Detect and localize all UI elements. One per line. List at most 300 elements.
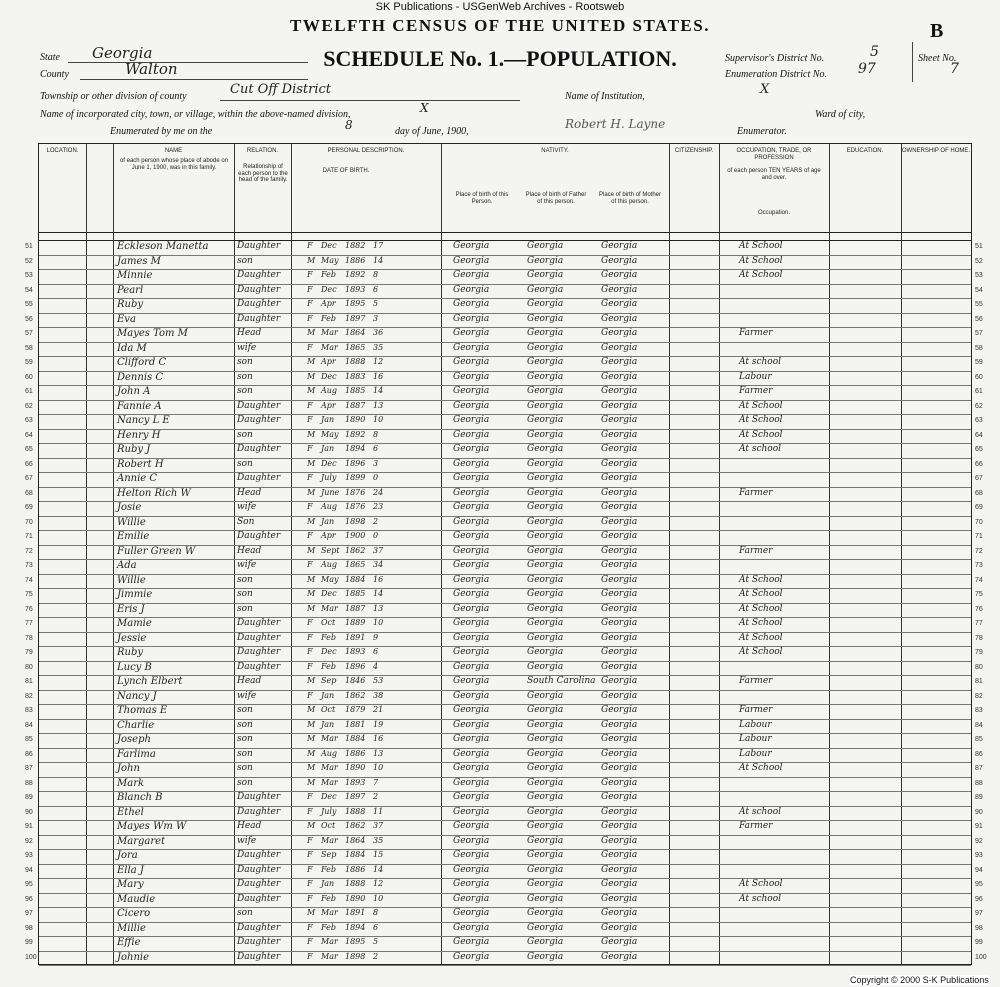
cell-birth: Georgia	[453, 560, 490, 570]
cell-year: 1896	[345, 661, 366, 671]
row-number: 76	[25, 605, 33, 613]
cell-mother: Georgia	[601, 661, 638, 672]
cell-year: 1864	[345, 328, 366, 337]
incorporated-value: X	[420, 101, 429, 115]
cell-father: Georgia	[527, 574, 564, 585]
row-rule	[39, 298, 971, 299]
row-number: 95	[25, 881, 33, 888]
row-rule	[39, 530, 971, 531]
cell-age: 16	[373, 574, 384, 584]
cell-father: Georgia	[527, 603, 564, 614]
cell-occ: At School	[739, 241, 783, 251]
cell-rel: wife	[237, 835, 257, 846]
row-rule	[39, 414, 971, 415]
row-number-right: 81	[975, 678, 983, 685]
cell-rel: wife	[237, 690, 257, 701]
county-value: Walton	[125, 60, 178, 78]
row-rule	[39, 762, 971, 763]
row-number: 69	[25, 504, 33, 511]
cell-age: 14	[373, 386, 384, 395]
state-value: Georgia	[92, 44, 153, 62]
cell-month: Dec	[321, 647, 337, 656]
cell-age: 10	[373, 893, 384, 903]
cell-father: Georgia	[527, 850, 564, 860]
row-number: 72	[25, 547, 33, 555]
cell-rel: Head	[237, 328, 262, 338]
row-number-right: 74	[975, 576, 983, 584]
cell-year: 1893	[345, 777, 366, 787]
cell-age: 4	[373, 661, 379, 671]
cell-month: Mar	[321, 328, 338, 337]
cell-name: Helton Rich W	[117, 487, 191, 499]
row-number-right: 84	[975, 721, 983, 729]
cell-rel: Son	[237, 516, 255, 527]
row-number-right: 70	[975, 518, 983, 526]
cell-sex: F	[307, 284, 313, 294]
cell-father: Georgia	[527, 241, 564, 251]
cell-name: Joseph	[117, 734, 151, 745]
cell-sex: M	[307, 908, 316, 917]
cell-birth: Georgia	[453, 444, 490, 454]
institution-value: X	[760, 82, 770, 97]
row-number-right: 62	[975, 402, 983, 410]
cell-father: Georgia	[527, 502, 564, 512]
cell-age: 35	[373, 835, 384, 845]
cell-sex: F	[307, 647, 313, 656]
schedule-title: SCHEDULE No. 1.—POPULATION.	[323, 46, 677, 71]
cell-mother: Georgia	[601, 821, 638, 831]
row-rule	[39, 748, 971, 749]
row-number-right: 83	[975, 707, 983, 714]
cell-year: 1892	[345, 429, 366, 439]
col-occupation-sub: Occupation.	[757, 210, 791, 216]
cell-mother: Georgia	[601, 922, 638, 933]
cell-occ: Labour	[739, 371, 772, 382]
cell-birth: Georgia	[453, 502, 490, 512]
row-rule	[39, 965, 971, 966]
row-rule	[39, 849, 971, 850]
cell-mother: Georgia	[601, 719, 638, 730]
cell-birth: Georgia	[453, 458, 490, 469]
cell-sex: M	[307, 821, 316, 830]
cell-month: May	[321, 429, 339, 439]
row-number-right: 75	[975, 591, 983, 598]
row-rule	[39, 559, 971, 560]
cell-rel: Daughter	[237, 951, 281, 962]
cell-age: 16	[373, 371, 384, 381]
cell-rel: son	[237, 908, 253, 918]
enumerator-label: Enumerator.	[737, 126, 787, 137]
cell-age: 16	[373, 734, 384, 743]
cell-birth: Georgia	[453, 473, 490, 483]
cell-month: June	[321, 487, 340, 497]
row-rule	[39, 907, 971, 908]
col-occupation: OCCUPATION, TRADE, OR PROFESSION	[736, 148, 812, 161]
cell-father: Georgia	[527, 879, 564, 889]
cell-name: Fannie A	[117, 400, 162, 412]
row-rule	[39, 690, 971, 691]
row-rule	[39, 443, 971, 444]
cell-month: Feb	[321, 661, 336, 671]
cell-rel: wife	[237, 502, 257, 512]
cell-rel: Daughter	[237, 806, 281, 817]
row-number: 67	[25, 475, 33, 482]
cell-month: Dec	[321, 458, 337, 468]
cell-month: Mar	[321, 342, 338, 352]
row-number-right: 53	[975, 272, 983, 279]
row-number: 55	[25, 301, 33, 308]
cell-name: Fuller Green W	[117, 545, 196, 557]
cell-year: 1881	[345, 719, 366, 729]
cell-mother: Georgia	[601, 255, 638, 266]
cell-mother: Georgia	[601, 864, 638, 875]
census-title: TWELFTH CENSUS OF THE UNITED STATES.	[290, 16, 710, 35]
row-rule	[39, 269, 971, 270]
cell-father: Georgia	[527, 734, 564, 744]
row-number: 97	[25, 910, 33, 917]
cell-month: Jan	[321, 719, 335, 729]
cell-birth: Georgia	[453, 647, 490, 657]
cell-father: Georgia	[527, 821, 564, 831]
row-number-right: 66	[975, 460, 983, 468]
enumerated-day: 8	[345, 118, 353, 132]
cell-age: 2	[373, 951, 379, 961]
cell-mother: Georgia	[601, 502, 638, 512]
cell-father: Georgia	[527, 661, 564, 672]
cell-sex: M	[307, 328, 316, 337]
cell-rel: Daughter	[237, 531, 281, 541]
col-divider	[719, 144, 720, 964]
cell-name: Ruby	[117, 299, 144, 310]
cell-father: Georgia	[527, 719, 564, 730]
row-rule	[39, 791, 971, 792]
row-rule	[39, 936, 971, 937]
cell-year: 1876	[345, 487, 366, 497]
cell-father: Georgia	[527, 908, 564, 918]
row-rule	[39, 400, 971, 401]
cell-name: Clifford C	[117, 357, 167, 368]
row-number-right: 87	[975, 765, 983, 772]
cell-rel: Daughter	[237, 270, 281, 280]
row-rule	[39, 574, 971, 575]
sheet-letter: B	[930, 20, 944, 42]
cell-father: Georgia	[527, 473, 564, 483]
cell-age: 3	[373, 313, 379, 323]
cell-birth: Georgia	[453, 632, 490, 643]
cell-month: Feb	[321, 893, 336, 903]
cell-birth: Georgia	[453, 719, 490, 730]
cell-father: Georgia	[527, 705, 564, 715]
cell-age: 17	[373, 241, 384, 250]
cell-mother: Georgia	[601, 705, 638, 715]
cell-rel: son	[237, 255, 253, 266]
row-number: 91	[25, 823, 33, 830]
row-rule	[39, 893, 971, 894]
cell-birth: Georgia	[453, 748, 490, 759]
cell-father: Georgia	[527, 458, 564, 469]
cell-occ: Farmer	[739, 705, 773, 715]
cell-occ: At School	[739, 415, 783, 425]
cell-occ: At School	[739, 603, 783, 614]
row-number-right: 54	[975, 286, 983, 294]
cell-mother: Georgia	[601, 850, 638, 860]
cell-birth: Georgia	[453, 429, 490, 440]
cell-father: Georgia	[527, 937, 564, 947]
cell-age: 5	[373, 299, 379, 308]
row-number: 98	[25, 924, 33, 932]
cell-age: 19	[373, 719, 384, 729]
cell-age: 9	[373, 632, 379, 642]
cell-father: Georgia	[527, 632, 564, 643]
cell-birth: Georgia	[453, 328, 490, 338]
cell-mother: Georgia	[601, 241, 638, 251]
cell-rel: Daughter	[237, 893, 281, 904]
col-relation: RELATION.	[246, 148, 279, 154]
cell-year: 1886	[345, 864, 366, 874]
cell-sex: M	[307, 574, 316, 584]
cell-name: John A	[117, 386, 151, 397]
cell-year: 1883	[345, 371, 366, 381]
county-underline	[80, 79, 308, 80]
cell-father: South Carolina	[527, 676, 596, 686]
supervisor-value: 5	[870, 44, 879, 60]
row-number: 86	[25, 750, 33, 758]
cell-sex: F	[307, 299, 313, 308]
cell-father: Georgia	[527, 386, 564, 396]
cell-month: Dec	[321, 589, 337, 598]
cell-month: Sep	[321, 850, 337, 859]
cell-rel: Daughter	[237, 922, 281, 933]
cell-age: 11	[373, 806, 384, 816]
cell-occ: At School	[739, 763, 783, 773]
cell-name: Jimmie	[117, 589, 153, 600]
row-number-right: 68	[975, 489, 983, 497]
cell-month: Mar	[321, 603, 338, 613]
col-nativity-15: Place of birth of Mother of this person.	[598, 192, 662, 205]
cell-sex: M	[307, 676, 316, 685]
row-number-right: 96	[975, 895, 983, 903]
cell-father: Georgia	[527, 429, 564, 440]
cell-sex: F	[307, 850, 313, 859]
cell-year: 1893	[345, 284, 366, 294]
cell-sex: F	[307, 661, 313, 671]
cell-birth: Georgia	[453, 545, 490, 556]
row-number: 75	[25, 591, 33, 598]
row-number: 92	[25, 837, 33, 845]
cell-sex: F	[307, 270, 313, 279]
cell-father: Georgia	[527, 357, 564, 367]
cell-month: Dec	[321, 284, 337, 294]
cell-age: 2	[373, 792, 379, 801]
cell-year: 1900	[345, 531, 366, 540]
cell-age: 6	[373, 284, 379, 294]
cell-age: 24	[373, 487, 384, 497]
cell-occ: Labour	[739, 734, 772, 744]
cell-name: Henry H	[117, 429, 161, 441]
cell-sex: M	[307, 516, 316, 526]
row-number: 51	[25, 243, 33, 250]
row-rule	[39, 719, 971, 720]
cell-month: Aug	[321, 560, 338, 569]
cell-father: Georgia	[527, 690, 564, 701]
cell-year: 1891	[345, 908, 366, 917]
cell-month: Sept	[321, 545, 340, 555]
cell-sex: M	[307, 458, 316, 468]
cell-birth: Georgia	[453, 270, 490, 280]
row-number-right: 99	[975, 939, 983, 946]
row-number-right: 97	[975, 910, 983, 917]
cell-month: July	[321, 473, 337, 482]
cell-rel: wife	[237, 342, 257, 353]
col-name: NAME	[164, 148, 183, 154]
cell-sex: F	[307, 951, 313, 961]
cell-rel: Head	[237, 487, 262, 498]
col-nativity-13: Place of birth of this Person.	[455, 192, 509, 205]
enumeration-value: 97	[858, 61, 876, 77]
row-number: 82	[25, 692, 33, 700]
cell-sex: F	[307, 806, 313, 816]
row-number-right: 94	[975, 866, 983, 874]
cell-occ: Farmer	[739, 328, 773, 338]
row-rule	[39, 777, 971, 778]
row-number: 64	[25, 431, 33, 439]
cell-name: Maudie	[117, 893, 156, 905]
cell-mother: Georgia	[601, 908, 638, 918]
cell-age: 14	[373, 864, 384, 874]
cell-name: Mark	[117, 777, 145, 789]
cell-year: 1897	[345, 792, 366, 801]
row-number: 62	[25, 402, 33, 410]
cell-year: 1890	[345, 893, 366, 903]
cell-age: 0	[373, 531, 379, 540]
cell-age: 37	[373, 821, 384, 830]
cell-mother: Georgia	[601, 400, 638, 411]
row-number: 60	[25, 373, 33, 381]
cell-mother: Georgia	[601, 473, 638, 483]
cell-rel: son	[237, 734, 253, 744]
row-rule	[39, 661, 971, 662]
row-rule	[39, 342, 971, 343]
cell-age: 37	[373, 545, 384, 555]
row-number: 96	[25, 895, 33, 903]
cell-year: 1890	[345, 415, 366, 424]
cell-sex: F	[307, 444, 313, 453]
cell-occ: At School	[739, 574, 783, 585]
cell-birth: Georgia	[453, 386, 490, 396]
cell-year: 1882	[345, 241, 366, 250]
cell-birth: Georgia	[453, 864, 490, 875]
cell-name: Mary	[117, 879, 144, 890]
cell-father: Georgia	[527, 951, 564, 962]
cell-mother: Georgia	[601, 313, 638, 324]
cell-occ: Labour	[739, 719, 772, 730]
row-rule	[39, 516, 971, 517]
row-rule	[39, 951, 971, 952]
institution-label: Name of Institution,	[565, 91, 645, 102]
cell-rel: Daughter	[237, 473, 281, 483]
row-number: 56	[25, 315, 33, 323]
cell-month: Oct	[321, 705, 336, 714]
cell-name: Nancy L E	[117, 415, 170, 426]
sheet-value: 7	[950, 61, 959, 77]
row-number: 54	[25, 286, 33, 294]
cell-birth: Georgia	[453, 589, 490, 599]
cell-sex: F	[307, 502, 313, 511]
cell-month: Mar	[321, 937, 338, 946]
row-number: 100	[25, 953, 37, 961]
top-banner: SK Publications - USGenWeb Archives - Rootsweb	[375, 1, 625, 13]
cell-name: Cicero	[117, 908, 151, 919]
row-number: 68	[25, 489, 33, 497]
row-number: 59	[25, 359, 33, 366]
row-number-right: 85	[975, 736, 983, 743]
cell-name: James M	[117, 255, 161, 267]
cell-mother: Georgia	[601, 516, 638, 527]
cell-father: Georgia	[527, 560, 564, 570]
cell-birth: Georgia	[453, 255, 490, 266]
row-rule	[39, 806, 971, 807]
cell-year: 1862	[345, 821, 366, 830]
col-nativity-14: Place of birth of Father of this person.	[525, 192, 587, 205]
cell-age: 23	[373, 502, 384, 511]
cell-month: Mar	[321, 835, 338, 845]
row-number: 57	[25, 330, 33, 337]
cell-year: 1897	[345, 313, 366, 323]
cell-age: 12	[373, 879, 384, 888]
cell-name: Mamie	[117, 618, 152, 629]
ward-label: Ward of city,	[815, 109, 866, 120]
cell-month: Apr	[321, 531, 336, 540]
cell-occ: At School	[739, 589, 783, 599]
cell-father: Georgia	[527, 371, 564, 382]
cell-birth: Georgia	[453, 879, 490, 889]
cell-mother: Georgia	[601, 328, 638, 338]
row-number-right: 76	[975, 605, 983, 613]
cell-sex: F	[307, 690, 313, 700]
row-number: 70	[25, 518, 33, 526]
cell-name: Jessie	[117, 632, 147, 644]
row-number-right: 90	[975, 808, 983, 816]
col-nativity: NATIVITY.	[541, 148, 569, 154]
cell-name: Blanch B	[117, 792, 163, 803]
row-number: 99	[25, 939, 33, 946]
cell-father: Georgia	[527, 444, 564, 454]
cell-age: 38	[373, 690, 384, 700]
row-number: 77	[25, 620, 33, 627]
row-rule	[39, 632, 971, 633]
cell-name: Eva	[117, 313, 136, 325]
cell-age: 8	[373, 429, 379, 439]
cell-name: Lynch Elbert	[117, 676, 183, 687]
cell-rel: son	[237, 371, 253, 382]
cell-father: Georgia	[527, 893, 564, 904]
cell-year: 1862	[345, 690, 366, 700]
cell-name: John	[117, 763, 140, 774]
cell-age: 15	[373, 850, 384, 859]
cell-rel: son	[237, 574, 253, 585]
township-value: Cut Off District	[230, 82, 332, 97]
cell-age: 8	[373, 908, 379, 917]
row-number-right: 78	[975, 634, 983, 642]
cell-mother: Georgia	[601, 574, 638, 585]
cell-month: Jan	[321, 879, 335, 888]
cell-month: Apr	[321, 299, 336, 308]
cell-occ: At school	[739, 806, 781, 817]
cell-year: 1890	[345, 763, 366, 772]
cell-birth: Georgia	[453, 415, 490, 425]
col-ownership: OWNERSHIP OF HOME.	[901, 148, 971, 154]
cell-age: 10	[373, 618, 384, 627]
